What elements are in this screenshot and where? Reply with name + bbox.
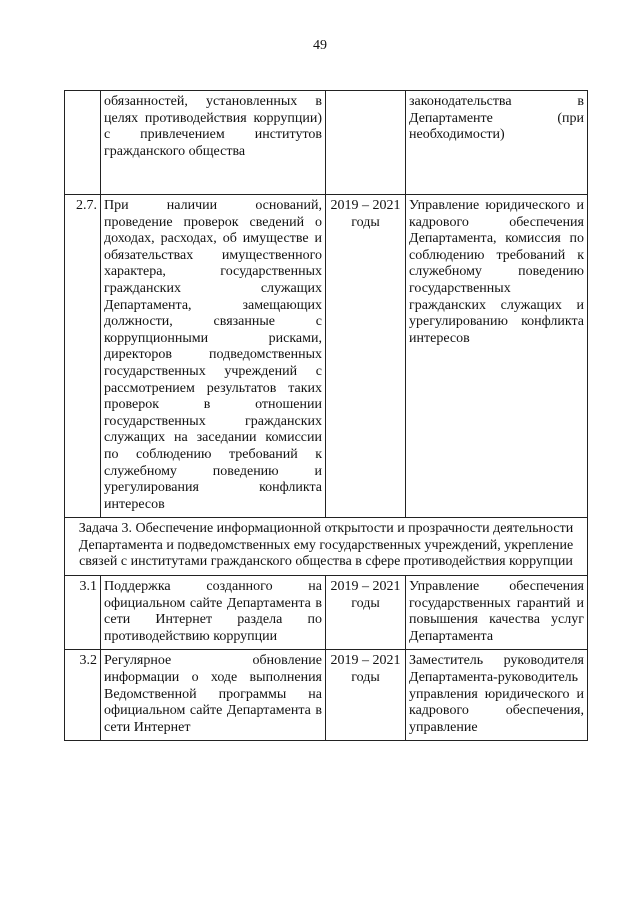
row-action: Поддержка созданного на официальном сайте Департамента в сети Интернет раздела по противодействию коррупции: [101, 576, 326, 650]
row-term: 2019 – 2021 годы: [326, 195, 406, 518]
table-row-3-2: [65, 650, 588, 741]
row-action: обязанностей, установленных в целях противодействия коррупции) с привлечением институтов гражданского общества: [101, 91, 326, 195]
row-number: 3.2: [65, 650, 101, 741]
row-responsible: Заместитель руководителя Департамента-руководитель управления юридического и кадрового обеспечения, управление: [406, 650, 588, 741]
row-number: 3.1: [65, 576, 101, 650]
row-term: 2019 – 2021 годы: [326, 650, 406, 741]
row-responsible: Управление обеспечения государственных гарантий и повышения качества услуг Департамента: [406, 576, 588, 650]
row-action: При наличии оснований, проведение проверок сведений о доходах, расходах, об имуществе и обязательствах имущественного характера, государственных гражданских служащих Департамента, замещающих должности, связанные с коррупционными рисками, директоров подведомственных государственных учреждений с рассмотрением результатов таких проверок в отношении государственных гражданских служащих на заседании комиссии по соблюдению требований к служебному поведению и урегулирования конфликта интересов: [101, 195, 326, 518]
page-number: 49: [313, 38, 327, 53]
row-term: 2019 – 2021 годы: [326, 576, 406, 650]
row-term: [326, 91, 406, 195]
table-row-continuation: [65, 91, 588, 195]
row-responsible: законодательства в Департаменте (при необходимости): [406, 91, 588, 195]
row-responsible: Управление юридического и кадрового обеспечения Департамента, комиссия по соблюдению требований к служебному поведению государственных гражданских служащих и урегулированию конфликта интересов: [406, 195, 588, 518]
table-row-2-7: [65, 195, 588, 518]
task-heading: Задача 3. Обеспечение информационной открытости и прозрачности деятельности Департамента и подведомственных ему государственных учреждений, укрепление связей с институтами гражданского общества в сфере противодействия коррупции: [65, 518, 588, 576]
anticorruption-plan-table: [64, 90, 588, 741]
task-row: [65, 518, 588, 576]
table-row-3-1: [65, 576, 588, 650]
row-number: [65, 91, 101, 195]
row-number: 2.7.: [65, 195, 101, 518]
row-action: Регулярное обновление информации о ходе выполнения Ведомственной программы на официальном сайте Департамента в сети Интернет: [101, 650, 326, 741]
